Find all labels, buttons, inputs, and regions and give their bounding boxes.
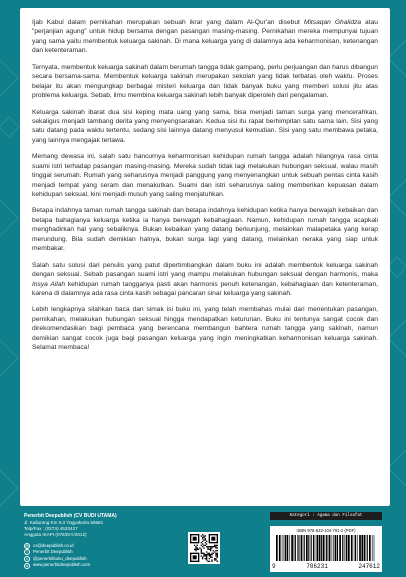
- website-icon: w: [25, 563, 29, 568]
- social-item: [24, 543, 184, 550]
- publisher-info: [24, 513, 184, 569]
- social-text: Penerbit Deepublish: [33, 549, 73, 555]
- isbn-barcode-box: [270, 526, 382, 572]
- body-paragraph: [32, 206, 378, 253]
- body-paragraph: [32, 261, 378, 299]
- paragraph-text: Lebih lengkapnya silahkan baca dan simak isi buku ini, yang telah membahas mulai dari menentukan pasangan, pernikahan, melakukan hubungan seksual hingga mendapatkan keturunan. Buku ini tentunya sangat cocok dan direkomendasikan bagi pembaca yang berencana membangun bahtera rumah tangga yang sakinah, namun demikian sangat cocok juga bagi pasangan keluarga yang ingin meningkatkan keharmonisan keluarga sakinah. Selamat membaca!: [32, 306, 378, 352]
- publisher-socials: [24, 543, 184, 569]
- barcode: [276, 535, 376, 561]
- paragraph-text: Betapa indahnya taman rumah tangga sakinah dan betapa indahnya kehidupan ketika hanya berwajah kebaikan dan betapa bahagianya keluarga ketika ia hanya berwajah kebahagiaan. Namun, kehidupan rumah tangga acapkali menghadirkan hal yang sebaliknya. Bukan kebaikan yang datang berkunjung, melainkan malapetaka yang kerap merundung. Bila sudah demikian halnya, bukan surga lagi yang datang, melainkan neraka yang siap untuk membakar.: [32, 207, 378, 253]
- paragraph-text: Ijab Kabul dalam pernikahan merupakan sebuah ikrar yang dalam Al-Qur'an disebut: [32, 19, 304, 26]
- paragraph-text: Keluarga sakinah ibarat dua sisi keping mata uang yang sama, bisa menjadi taman surga yang mencerahkan, sekaligus menjadi tambang derita yang menyengsarakan. Kedua sisi itu rapat berhimpitan satu sama lain. Sisi yang satu datang pada waktu tertentu, sedang sisi lainnya datang menyusul kemudian. Sisi yang satu membawa petaka, yang lainnya mengajak tertawa.: [32, 108, 378, 144]
- publisher-phone: Telp/Fax : (0274) 4533427: [24, 526, 78, 532]
- paragraph-text: Salah satu solusi dari penulis yang patut dipertimbangkan dalam buku ini adalah membentuk keluarga sakinah dengan seksual. Sebab pasangan suami istri yang mampu melakukan hubungan seksual dengan harmonis, maka: [32, 261, 378, 279]
- social-text: cs@deepublish.co.id: [33, 542, 74, 548]
- paragraph-text: Memang dewasa ini, salah satu hancurnya keharmonisan kehidupan rumah tangga adalah hilangnya rasa cinta suami istri terhadap pasangan masing-masing. Mereka sudah tidak lagi melakukan hubungan seksual, walau masih tinggal serumah. Rumah yang seharusnya menjadi panggung yang menyenangkan untuk sebuah pentas cinta kasih menjadi tempat yang seram dan menakutkan. Suami dan istri seharusnya saling memberikan kepuasan dalam kehidupan seksual, kini menjadi musuh yang saling menjatuhkan.: [32, 153, 378, 198]
- barcode-digit-right: 247612: [358, 563, 380, 570]
- social-item: [24, 549, 184, 556]
- book-metadata: [270, 512, 382, 572]
- publisher-membership: Anggota IKAPI (076/DIY/2012): [24, 532, 87, 538]
- paragraph-text: kehidupan rumah tangganya pasti akan harmonis penuh ketenangan, kebahagiaan dan ketenteraman, karena di dalamnya ada rasa cinta kasih sebagai pancaran sinar keluarga yang sakinah.: [32, 280, 378, 297]
- body-paragraph: [32, 108, 378, 146]
- email-icon: @: [25, 543, 29, 548]
- body-paragraph: [32, 63, 378, 101]
- barcode-digits: [272, 563, 380, 570]
- facebook-icon: f: [24, 549, 30, 555]
- social-text: @penerbitbuku_deepublish: [33, 555, 87, 561]
- social-text: www.penerbitdeepublish.com: [33, 562, 91, 568]
- social-item: [24, 562, 184, 569]
- instagram-icon: o: [24, 556, 30, 562]
- paragraph-text: Ternyata, membentuk keluarga sakinah dalam berumah tangga tidak gampang, perlu perjuangan dan harus dibangun secara bersama-sama. Membentuk keluarga sakinah merupakan sekolah yang tidak terbatas oleh waktu. Proses belajar itu akan mengungkap berbagai misteri keluarga dan tidak banyak buku yang memberi solusi jitu atas problema keluarga. Sebab, ilmu membina keluarga sakinah lebih banyak diperoleh dari pengalaman.: [32, 63, 378, 100]
- italic-term: Insya Allah: [32, 280, 66, 288]
- barcode-digit-prefix: 9: [272, 563, 276, 570]
- barcode-digit-left: 786231: [306, 563, 328, 570]
- category-label: Kategori : Agama dan Filsafat: [270, 512, 382, 520]
- isbn-label: ISBN 978-623-104-791-2 (PDF): [296, 528, 356, 533]
- paragraph-text: atau "perjanjian agung" untuk hidup bersama dengan pasangan masing-masing. Pernikahan mereka mempunyai tujuan yang sama yaitu membentuk keluarga sakinah. Di mana keluarga yang di dalamnya ada keharmonisan, ketenangan dan ketenteraman.: [32, 19, 378, 55]
- body-paragraph: [32, 18, 378, 56]
- publisher-name: Penerbit Deepublish (CV BUDI UTAMA): [24, 513, 117, 519]
- italic-term: Mitsaqan Ghalidza: [303, 19, 362, 26]
- qr-code: [188, 532, 220, 564]
- body-paragraph: [32, 305, 378, 352]
- social-item: [24, 556, 184, 563]
- body-paragraph: [32, 152, 378, 199]
- back-cover-text-panel: [20, 8, 390, 506]
- publisher-address: Jl. Kaliurang Km 9,3 Yogyakarta 55581: [24, 520, 104, 525]
